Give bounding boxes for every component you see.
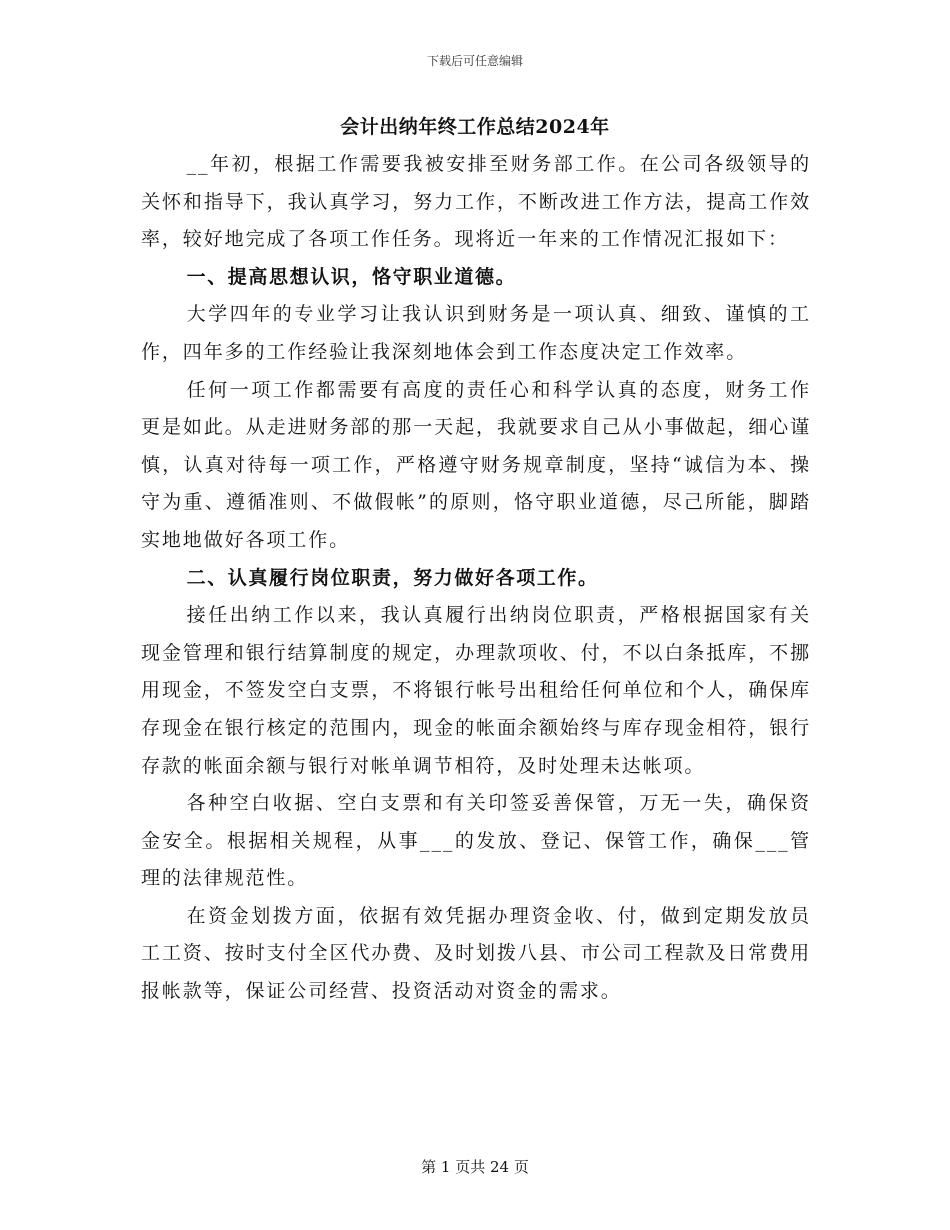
paragraph: 在资金划拨方面，依据有效凭据办理资金收、付，做到定期发放员工工资、按时支付全区代办费、及时划拨八县、市公司工程款及日常费用报帐款等，保证公司经营、投资活动对资金的需求。 [141, 904, 811, 1003]
section-heading-2: 二、认真履行岗位职责，努力做好各项工作。 [186, 566, 599, 589]
paragraph: 任何一项工作都需要有高度的责任心和科学认真的态度，财务工作更是如此。从走进财务部的那一天起，我就要求自己从小事做起，细心谨慎，认真对待每一项工作，严格遵守财务规章制度，坚持“诚信为本、操守为重、遵循准则、不做假帐”的原则，恪守职业道德，尽己所能，脚踏实地地做好各项工作。 [141, 378, 811, 551]
page-number-footer: 第 1 页共 24 页 [421, 1158, 529, 1176]
paragraph: 各种空白收据、空白支票和有关印签妥善保管，万无一失，确保资金安全。根据相关规程，从事___的发放、登记、保管工作，确保___管理的法律规范性。 [141, 792, 811, 890]
page-header-note: 下载后可任意编辑 [426, 54, 523, 68]
paragraph-intro: __年初，根据工作需要我被安排至财务部工作。在公司各级领导的关怀和指导下，我认真学习，努力工作，不断改进工作方法，提高工作效率，较好地完成了各项工作任务。现将近一年来的工作情况汇报如下： [141, 153, 811, 251]
paragraph: 大学四年的专业学习让我认识到财务是一项认真、细致、谨慎的工作，四年多的工作经验让我深刻地体会到工作态度决定工作效率。 [141, 303, 811, 363]
document-body [141, 146, 811, 1011]
section-heading-1: 一、提高思想认识，恪守职业道德。 [186, 265, 517, 288]
document-title: 会计出纳年终工作总结2024年 [340, 116, 610, 138]
paragraph: 接任出纳工作以来，我认真履行出纳岗位职责，严格根据国家有关现金管理和银行结算制度的规定，办理款项收、付，不以白条抵库，不挪用现金，不签发空白支票，不将银行帐号出租给任何单位和个人，确保库存现金在银行核定的范围内，现金的帐面余额始终与库存现金相符，银行存款的帐面余额与银行对帐单调节相符，及时处理未达帐项。 [141, 604, 811, 777]
